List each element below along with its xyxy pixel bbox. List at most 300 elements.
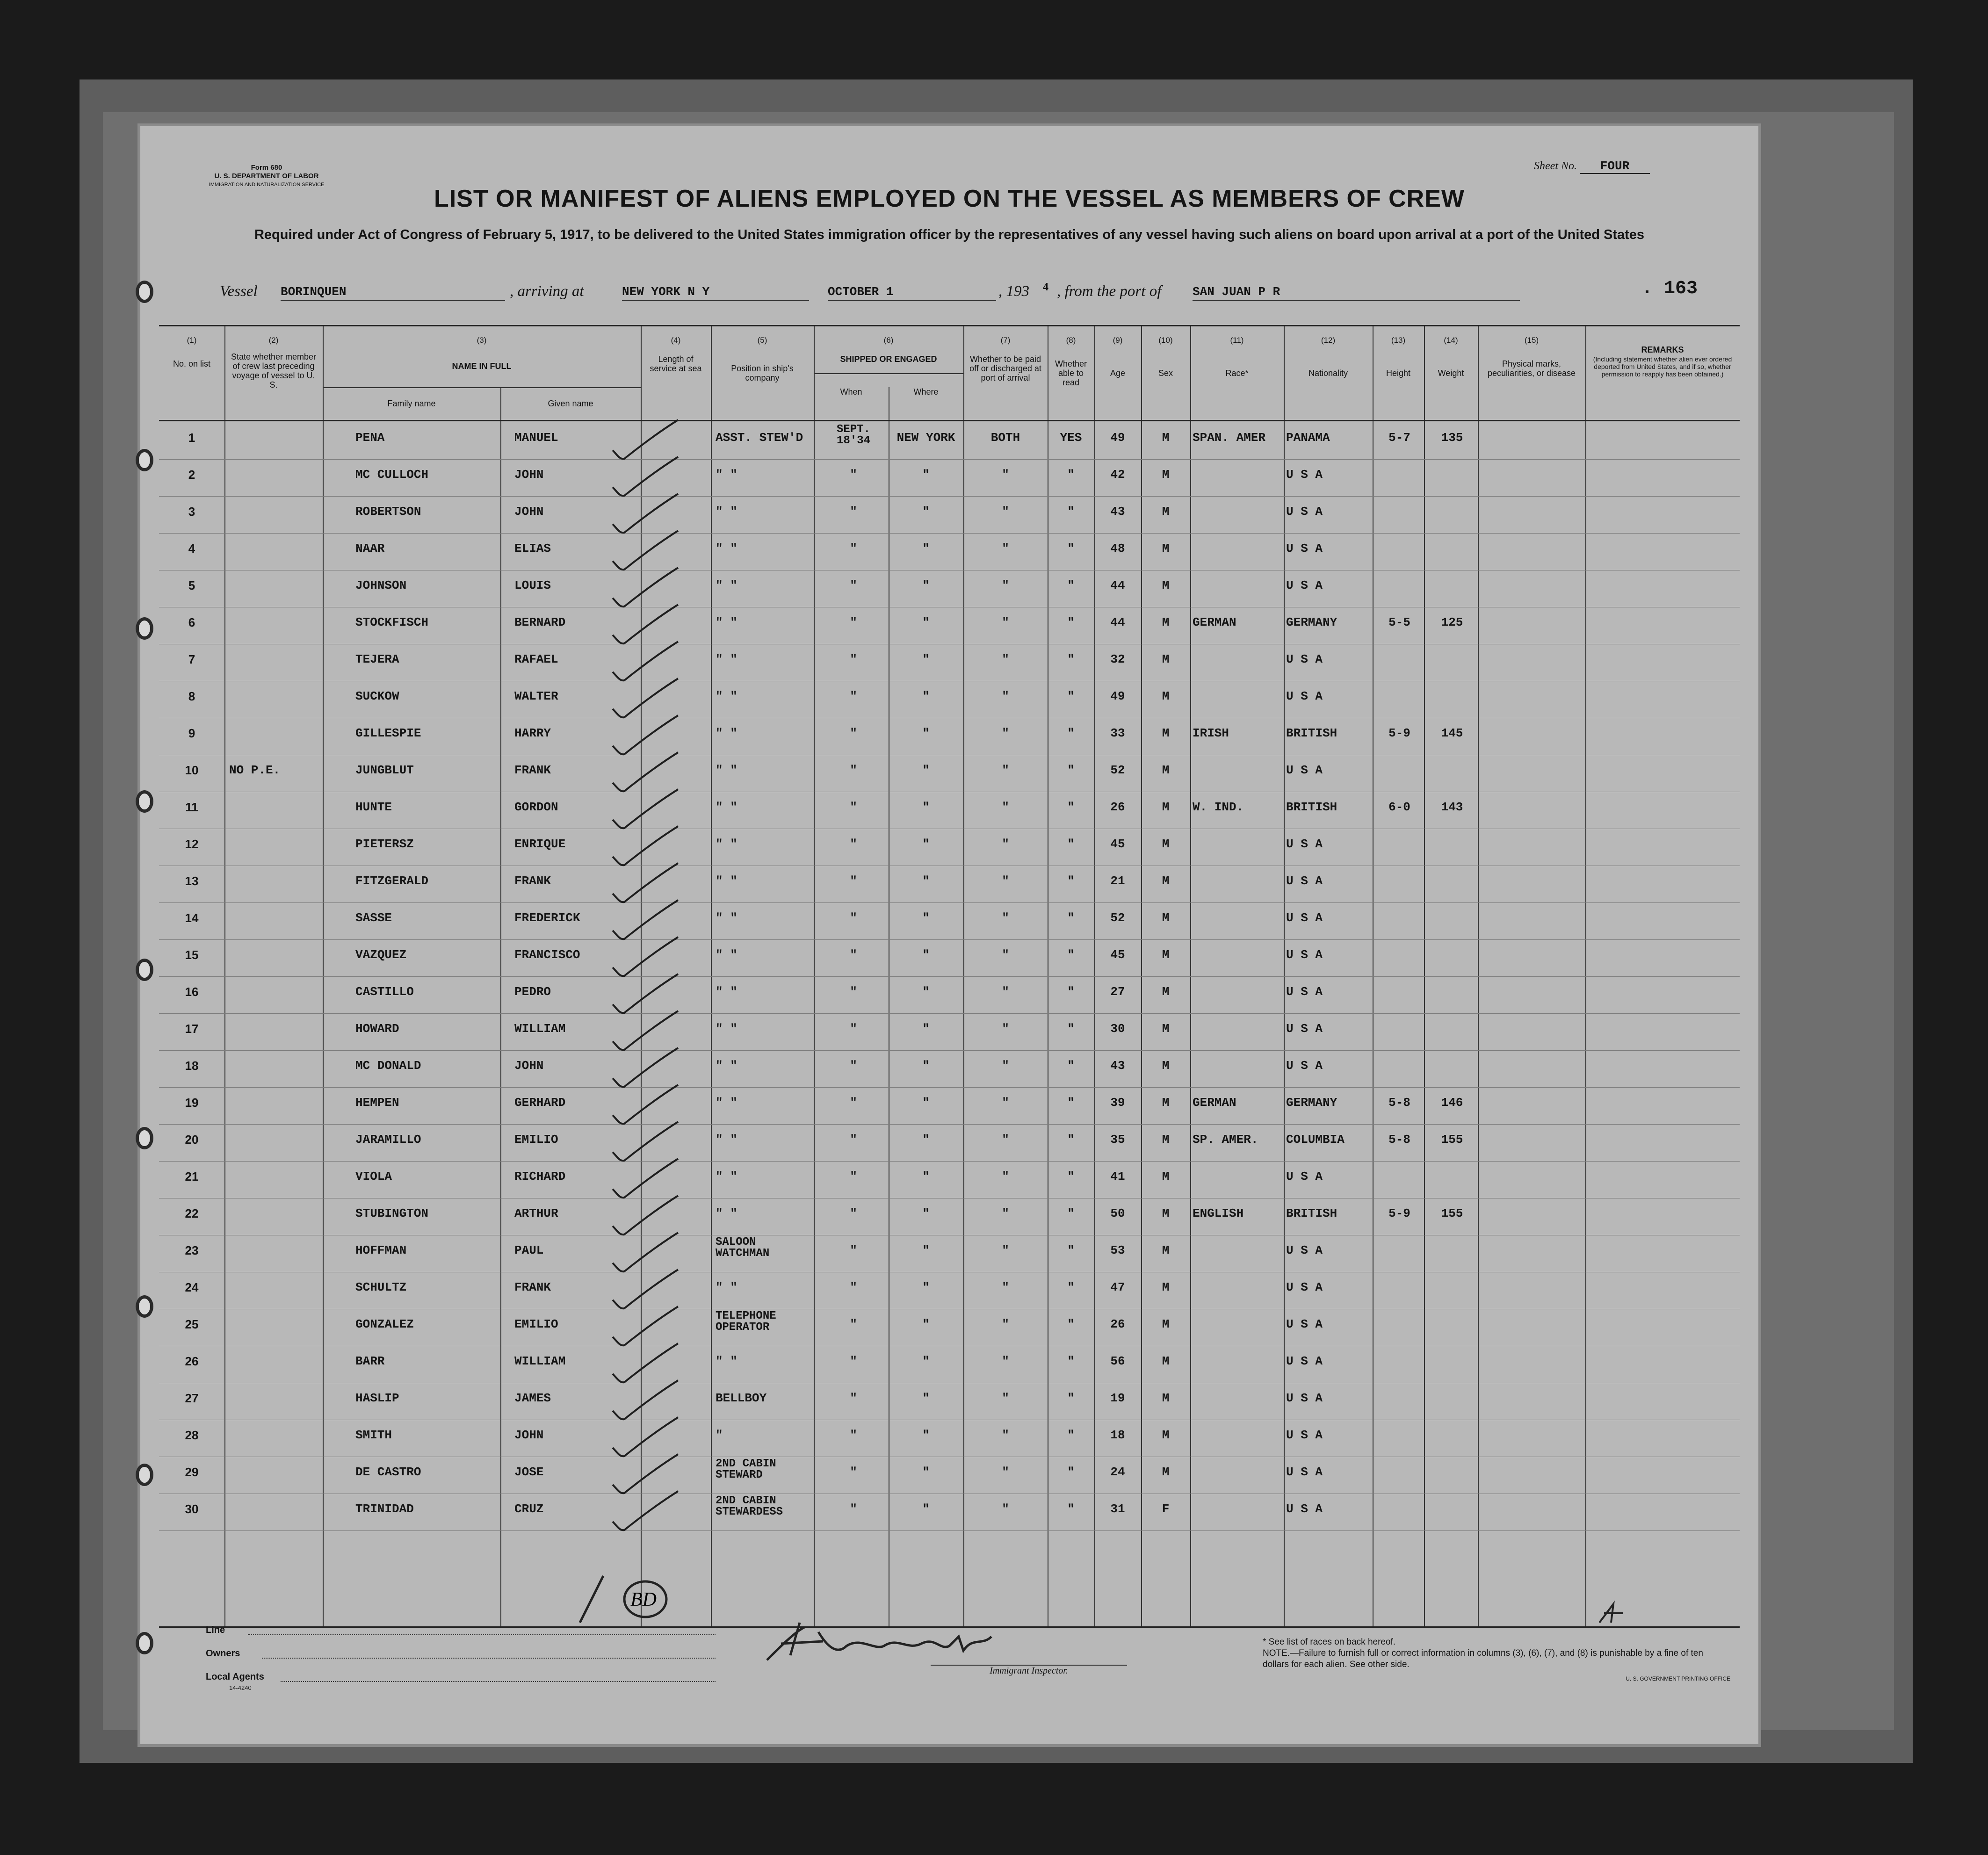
cell-race — [1193, 432, 1284, 444]
cell-line: M — [1162, 1133, 1170, 1147]
sheet-no-value: FOUR — [1580, 159, 1650, 174]
table-row — [159, 607, 1740, 644]
cell-line: NEW YORK — [896, 431, 955, 445]
cell-line: MANUEL — [514, 431, 558, 445]
cell-no — [168, 1060, 215, 1072]
cell-where — [891, 432, 961, 444]
cell-paid — [966, 579, 1045, 592]
cell-line: HUNTE — [355, 800, 392, 814]
cell-where — [891, 949, 961, 961]
cell-line: ENRIQUE — [514, 837, 566, 851]
cell-line: " — [1002, 1169, 1009, 1184]
cell-line: " " — [716, 763, 737, 777]
cell-no — [168, 1207, 215, 1220]
cell-line: MC CULLOCH — [355, 468, 429, 482]
cell-line: " — [1067, 800, 1075, 814]
cell-age — [1094, 1318, 1141, 1330]
table-row — [159, 644, 1740, 681]
cell-line: M — [1162, 1059, 1170, 1073]
cell-no — [168, 1466, 215, 1478]
cell-line: " " — [716, 505, 737, 519]
col-num-15: (15) — [1524, 336, 1539, 345]
cell-line: " — [850, 1096, 857, 1110]
cell-no — [168, 764, 215, 776]
col-num-9: (9) — [1113, 336, 1123, 345]
cell-line: " — [922, 615, 930, 629]
cell-line: " — [850, 1243, 857, 1257]
cell-line: " — [1067, 1096, 1075, 1110]
cell-line: 26 — [1110, 800, 1125, 814]
cell-line: " — [1002, 763, 1009, 777]
cell-line: 49 — [1110, 431, 1125, 445]
cell-line: M — [1162, 1280, 1170, 1294]
col-header-age: Age — [1110, 368, 1126, 378]
cell-line: WILLIAM — [514, 1354, 566, 1368]
cell-line: " — [1002, 874, 1009, 888]
cell-when — [818, 653, 889, 665]
cell-no — [168, 1503, 215, 1515]
cell-position — [716, 1170, 814, 1183]
cell-line: " — [850, 1059, 857, 1073]
cell-where — [891, 875, 961, 887]
col-num-5: (5) — [757, 336, 767, 345]
binder-hole — [136, 1127, 153, 1149]
cell-age — [1094, 1503, 1141, 1515]
cell-nationality — [1286, 505, 1373, 518]
cell-when — [818, 1207, 889, 1220]
vessel-name: BORINQUEN — [281, 285, 505, 301]
cell-line: " — [1002, 652, 1009, 666]
cell-line: 125 — [1441, 615, 1463, 629]
cell-line: M — [1162, 1317, 1170, 1331]
cell-read — [1048, 616, 1094, 628]
check-stroke — [613, 1196, 678, 1234]
check-stroke — [613, 642, 678, 680]
cell-line: GERMAN — [1193, 1096, 1236, 1110]
cell-nationality — [1286, 912, 1373, 924]
check-stroke — [613, 1306, 678, 1345]
cell-age — [1094, 653, 1141, 665]
cell-position — [716, 801, 814, 813]
cell-race — [1193, 727, 1284, 739]
cell-line: FRANK — [514, 874, 551, 888]
cell-line: 2ND CABIN — [716, 1494, 776, 1507]
cell-no — [168, 432, 215, 444]
cell-family — [355, 1060, 496, 1072]
cell-line: U S A — [1286, 578, 1323, 592]
col-num-4: (4) — [671, 336, 681, 345]
cell-line: ROBERTSON — [355, 505, 421, 519]
cell-where — [891, 764, 961, 776]
table-row — [159, 939, 1740, 977]
col-header-where: Where — [913, 387, 939, 397]
cell-where — [891, 653, 961, 665]
table-row — [159, 1235, 1740, 1272]
cell-where — [891, 542, 961, 555]
table-row — [159, 681, 1740, 718]
cell-no — [168, 1355, 215, 1367]
cell-line: M — [1162, 1465, 1170, 1479]
cell-read — [1048, 432, 1094, 444]
table-row — [159, 792, 1740, 829]
cell-sex — [1141, 949, 1190, 961]
year-suffix: 4 — [1043, 281, 1048, 293]
cell-nationality — [1286, 1097, 1373, 1109]
cell-line: " — [1002, 837, 1009, 851]
cell-age — [1094, 469, 1141, 481]
check-stroke — [613, 531, 678, 570]
cell-line: FRANK — [514, 1280, 551, 1294]
cell-line: GORDON — [514, 800, 558, 814]
cell-line: HOWARD — [355, 1022, 399, 1036]
cell-age — [1094, 764, 1141, 776]
crew-table — [159, 325, 1740, 1628]
table-row — [159, 1272, 1740, 1309]
cell-family — [355, 432, 496, 444]
cell-line: " — [922, 837, 930, 851]
cell-sex — [1141, 1429, 1190, 1441]
cell-line: " " — [716, 1096, 737, 1110]
cell-line: WILLIAM — [514, 1022, 566, 1036]
cell-position — [716, 1458, 814, 1481]
cell-nationality — [1286, 986, 1373, 998]
cell-line: 14 — [185, 911, 199, 925]
cell-position — [716, 1060, 814, 1072]
col-num-12: (12) — [1321, 336, 1336, 345]
cell-line: " — [922, 1354, 930, 1368]
cell-line: " — [1067, 1059, 1075, 1073]
cell-when — [818, 1097, 889, 1109]
cell-line: " " — [716, 874, 737, 888]
cell-no — [168, 505, 215, 518]
cell-line: 26 — [185, 1354, 199, 1368]
cell-sex — [1141, 1170, 1190, 1183]
cell-line: SASSE — [355, 911, 392, 925]
name-subheader-rule — [323, 387, 641, 388]
cell-line: " — [1067, 1133, 1075, 1147]
margin-mark-stroke — [1599, 1604, 1623, 1623]
cell-line: " — [1067, 1428, 1075, 1442]
cell-line: " — [850, 911, 857, 925]
cell-line: JOHN — [514, 1428, 544, 1442]
cell-paid — [966, 1244, 1045, 1256]
table-row — [159, 1383, 1740, 1420]
cell-line: " — [850, 1354, 857, 1368]
check-stroke — [613, 420, 678, 459]
cell-line: F — [1162, 1502, 1170, 1516]
cell-family — [355, 1097, 496, 1109]
cell-family — [355, 1133, 496, 1146]
cell-line: 33 — [1110, 726, 1125, 740]
cell-line: 27 — [185, 1391, 199, 1405]
cell-when — [818, 838, 889, 850]
table-row — [159, 533, 1740, 570]
cell-line: " — [850, 1428, 857, 1442]
cell-no — [168, 1318, 215, 1330]
cell-line: " — [850, 763, 857, 777]
cell-line: " — [1067, 911, 1075, 925]
cell-age — [1094, 838, 1141, 850]
cell-line: U S A — [1286, 911, 1323, 925]
cell-line: 25 — [185, 1317, 199, 1331]
cell-where — [891, 727, 961, 739]
cell-line: U S A — [1286, 1243, 1323, 1257]
cell-position — [716, 469, 814, 481]
cell-position — [716, 1133, 814, 1146]
cell-line: 47 — [1110, 1280, 1125, 1294]
cell-nationality — [1286, 1244, 1373, 1256]
check-stroke — [613, 1122, 678, 1161]
cell-line: " — [922, 541, 930, 556]
cell-line: SALOON — [716, 1236, 756, 1249]
page-subtitle: Required under Act of Congress of February 5, 1917, to be delivered to the United States immigration officer by the representatives of any vessel having such aliens on board upon arrival at a port of the United States — [254, 227, 1645, 242]
cell-paid — [966, 986, 1045, 998]
cell-line: U S A — [1286, 652, 1323, 666]
check-stroke — [613, 678, 678, 717]
cell-line: U S A — [1286, 1391, 1323, 1405]
cell-line: 2 — [188, 468, 195, 482]
cell-read — [1048, 690, 1094, 702]
cell-where — [891, 986, 961, 998]
cell-line: " " — [716, 911, 737, 925]
binder-hole — [136, 1632, 153, 1654]
cell-sex — [1141, 469, 1190, 481]
col-header-sex: Sex — [1158, 368, 1173, 378]
cell-nationality — [1286, 653, 1373, 665]
cell-position — [716, 764, 814, 776]
cell-line: 6-0 — [1388, 800, 1410, 814]
cell-line: HOFFMAN — [355, 1243, 407, 1257]
cell-no — [168, 727, 215, 739]
cell-paid — [966, 1097, 1045, 1109]
cell-where — [891, 1170, 961, 1183]
cell-position — [716, 1392, 814, 1404]
cell-height — [1375, 801, 1424, 813]
cell-line: 56 — [1110, 1354, 1125, 1368]
check-stroke — [613, 937, 678, 976]
cell-paid — [966, 1170, 1045, 1183]
cell-line: " " — [716, 1280, 737, 1294]
cell-no — [168, 1023, 215, 1035]
cell-nationality — [1286, 616, 1373, 628]
cell-where — [891, 1281, 961, 1293]
footer-line-rule — [248, 1634, 716, 1635]
footer-agents-rule — [281, 1681, 716, 1682]
cell-line: IRISH — [1193, 726, 1229, 740]
initials-text: BD — [630, 1589, 657, 1610]
cell-line: ASST. STEW'D — [716, 431, 803, 445]
signature-stroke — [767, 1623, 991, 1660]
check-stroke — [613, 457, 678, 496]
cell-line: " — [922, 911, 930, 925]
cell-line: 143 — [1441, 800, 1463, 814]
cell-line: EMILIO — [514, 1133, 558, 1147]
cell-age — [1094, 505, 1141, 518]
cell-when — [818, 764, 889, 776]
cell-line: ARTHUR — [514, 1206, 558, 1220]
cell-read — [1048, 1133, 1094, 1146]
check-stroke — [613, 1380, 678, 1419]
cell-line: MC DONALD — [355, 1059, 421, 1073]
cell-line: 24 — [185, 1280, 199, 1294]
cell-when — [818, 1060, 889, 1072]
cell-sex — [1141, 1466, 1190, 1478]
cell-paid — [966, 653, 1045, 665]
cell-no — [168, 949, 215, 961]
header-rule — [159, 420, 1740, 421]
cell-when — [818, 1133, 889, 1146]
cell-read — [1048, 1318, 1094, 1330]
check-stroke — [613, 826, 678, 865]
cell-read — [1048, 653, 1094, 665]
check-stroke — [613, 494, 678, 533]
cell-nationality — [1286, 1392, 1373, 1404]
cell-line: " — [850, 1317, 857, 1331]
cell-read — [1048, 1503, 1094, 1515]
cell-sex — [1141, 505, 1190, 518]
cell-line: 12 — [185, 837, 199, 851]
cell-where — [891, 1503, 961, 1515]
cell-age — [1094, 1355, 1141, 1367]
cell-line: " — [922, 1502, 930, 1516]
cell-position — [716, 579, 814, 592]
cell-line: " — [850, 800, 857, 814]
cell-line: M — [1162, 985, 1170, 999]
cell-line: " — [850, 1465, 857, 1479]
cell-line: 53 — [1110, 1243, 1125, 1257]
cell-read — [1048, 1466, 1094, 1478]
cell-line: M — [1162, 1428, 1170, 1442]
footer-owners-rule — [262, 1658, 716, 1659]
cell-paid — [966, 1466, 1045, 1478]
cell-line: PAUL — [514, 1243, 544, 1257]
cell-weight — [1426, 1133, 1478, 1146]
cell-read — [1048, 1207, 1094, 1220]
cell-line: JOHNSON — [355, 578, 407, 592]
cell-family — [355, 1429, 496, 1441]
cell-where — [891, 1023, 961, 1035]
cell-sex — [1141, 1281, 1190, 1293]
cell-line: 45 — [1110, 837, 1125, 851]
check-stroke — [613, 1454, 678, 1493]
cell-line: SP. AMER. — [1193, 1133, 1258, 1147]
cell-family — [355, 1207, 496, 1220]
cell-line: 5-5 — [1388, 615, 1410, 629]
cell-line: 30 — [185, 1502, 199, 1516]
cell-family — [355, 542, 496, 555]
cell-line: U S A — [1286, 1169, 1323, 1184]
cell-line: " — [1002, 541, 1009, 556]
cell-line: " — [850, 726, 857, 740]
cell-line: M — [1162, 911, 1170, 925]
check-stroke — [613, 789, 678, 828]
table-row — [159, 1013, 1740, 1051]
table-row — [159, 496, 1740, 534]
cell-where — [891, 469, 961, 481]
cell-paid — [966, 1318, 1045, 1330]
cell-when — [818, 1244, 889, 1256]
cell-line: U S A — [1286, 1465, 1323, 1479]
note-text: NOTE.—Failure to furnish full or correct information in columns (3), (6), (7), and (8) is punishable by a fine of ten dollars for each alien. See other side. — [1263, 1648, 1703, 1669]
cell-read — [1048, 912, 1094, 924]
cell-weight — [1426, 616, 1478, 628]
cell-position — [716, 1207, 814, 1220]
cell-line: 43 — [1110, 1059, 1125, 1073]
manifest-sheet — [140, 126, 1758, 1744]
cell-line: M — [1162, 1243, 1170, 1257]
cell-line: 18 — [1110, 1428, 1125, 1442]
cell-line: U S A — [1286, 837, 1323, 851]
cell-line: 43 — [1110, 505, 1125, 519]
cell-age — [1094, 1392, 1141, 1404]
col-header-name: NAME IN FULL — [452, 361, 512, 371]
cell-sex — [1141, 1392, 1190, 1404]
cell-height — [1375, 727, 1424, 739]
cell-paid — [966, 1429, 1045, 1441]
cell-line: " — [1002, 1280, 1009, 1294]
cell-line: JUNGBLUT — [355, 763, 414, 777]
cell-height — [1375, 616, 1424, 628]
cell-line: PEDRO — [514, 985, 551, 999]
cell-line: U S A — [1286, 689, 1323, 703]
cell-line: " — [1067, 652, 1075, 666]
cell-race — [1193, 1133, 1284, 1146]
footer-agents-code: 14-4240 — [229, 1684, 252, 1691]
cell-no — [168, 690, 215, 702]
cell-line: HARRY — [514, 726, 551, 740]
cell-when — [818, 469, 889, 481]
cell-line: " — [1002, 1391, 1009, 1405]
cell-line: " — [1067, 726, 1075, 740]
cell-weight — [1426, 432, 1478, 444]
cell-age — [1094, 1429, 1141, 1441]
cell-line: U S A — [1286, 763, 1323, 777]
cell-when — [818, 1170, 889, 1183]
cell-line: " — [850, 689, 857, 703]
cell-sex — [1141, 1060, 1190, 1072]
cell-sex — [1141, 1355, 1190, 1367]
cell-no — [168, 1133, 215, 1146]
cell-age — [1094, 1097, 1141, 1109]
cell-paid — [966, 1392, 1045, 1404]
cell-line: " " — [716, 837, 737, 851]
cell-read — [1048, 1429, 1094, 1441]
cell-weight — [1426, 1207, 1478, 1220]
col-header-marks: Physical marks, peculiarities, or disease — [1487, 359, 1576, 378]
cell-line: VIOLA — [355, 1169, 392, 1184]
cell-nationality — [1286, 727, 1373, 739]
cell-line: " — [1067, 1022, 1075, 1036]
cell-line: 5 — [188, 578, 195, 592]
cell-read — [1048, 801, 1094, 813]
cell-line: M — [1162, 431, 1170, 445]
cell-line: 39 — [1110, 1096, 1125, 1110]
table-row — [159, 755, 1740, 792]
check-stroke — [613, 605, 678, 643]
cell-line: U S A — [1286, 541, 1323, 556]
cell-nationality — [1286, 690, 1373, 702]
cell-read — [1048, 1023, 1094, 1035]
year-prefix: , 193 — [998, 283, 1029, 300]
cell-line: 52 — [1110, 911, 1125, 925]
table-row — [159, 1198, 1740, 1235]
cell-line: " — [1002, 1243, 1009, 1257]
cell-line: JARAMILLO — [355, 1133, 421, 1147]
cell-line: " — [850, 1502, 857, 1516]
col-header-read: Whether able to read — [1055, 359, 1087, 387]
cell-line: " — [1067, 985, 1075, 999]
cell-weight — [1426, 1097, 1478, 1109]
